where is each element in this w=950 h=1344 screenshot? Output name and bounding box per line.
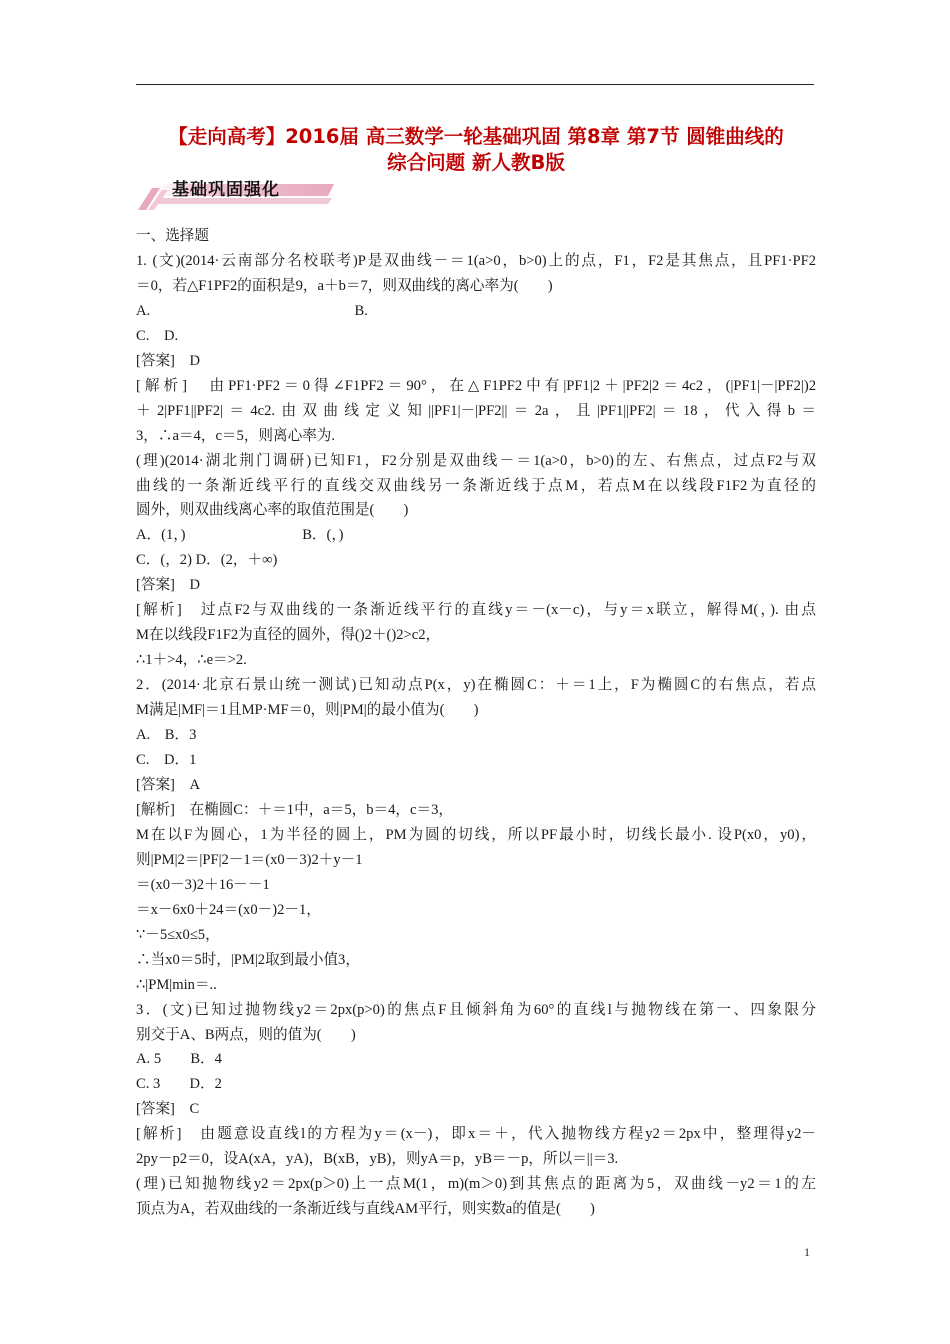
document-title (136, 124, 816, 176)
text-line: 2py－p2＝0，设A(xA，yA)，B(xB，yB)，则yA＝p，yB＝－p，所以＝||＝3. (136, 1151, 619, 1168)
text-line: ∵－5≤x0≤5， (136, 926, 220, 943)
text-line: C. D．1 (136, 752, 197, 769)
text-line: [解析] 在椭圆C：＋＝1中，a＝5，b＝4，c＝3， (136, 801, 453, 818)
page-number: 1 (804, 1245, 810, 1259)
text-line: 别交于A、B两点，则的值为( ) (136, 1026, 356, 1043)
text-line: C．(，2) D．(2，＋∞) (136, 552, 278, 569)
text-line: 顶点为A，若双曲线的一条渐近线与直线AM平行，则实数a的值是( ) (136, 1201, 595, 1218)
text-line: A. B. (136, 302, 368, 319)
text-line: 圆外，则双曲线离心率的取值范围是( ) (136, 502, 409, 519)
text-line: [解析] 由题意设直线l的方程为y＝(x－)，即x＝＋，代入抛物线方程y2＝2px中，整理得y2－ (136, 1126, 816, 1143)
text-line: M在以F为圆心，1为半径的圆上，PM为圆的切线，所以PF最小时，切线长最小. 设P(x0，y0)， (136, 826, 816, 843)
text-line: 一、选择题 (136, 228, 209, 244)
text-line: M满足|MF|＝1且MP·MF＝0，则|PM|的最小值为( ) (136, 702, 479, 719)
text-line: [解析] 过点F2与双曲线的一条渐近线平行的直线y＝－(x－c)，与y＝x联立，解得M(，). 由点 (136, 602, 816, 619)
header-rule (136, 84, 814, 85)
text-line: C. 3 D．2 (136, 1076, 222, 1093)
text-line: 曲线的一条渐近线平行的直线交双曲线另一条渐近线于点M，若点M在以线段F1F2为直径的 (136, 477, 816, 494)
text-line: ＝x－6x0＋24＝(x0－)2－1， (136, 901, 321, 918)
text-line: [答案] D (136, 577, 201, 594)
text-line: ＝(x0－3)2＋16－－1 (136, 876, 270, 893)
text-line: 3，∴a＝4，c＝5，则离心率为. (136, 427, 336, 444)
text-line: A. 5 B．4 (136, 1051, 222, 1068)
text-line: ＝0，若△F1PF2的面积是9，a＋b＝7，则双曲线的离心率为( ) (136, 277, 553, 294)
text-line: M在以线段F1F2为直径的圆外，得()2＋()2>c2， (136, 627, 441, 644)
text-line: ∴1＋>4，∴e＝>2. (136, 652, 247, 669)
text-line: 3．(文)已知过抛物线y2＝2px(p>0)的焦点F且倾斜角为60°的直线l与抛物线在第一、四象限分 (136, 1001, 816, 1018)
title-line: 【走向高考】2016届 高三数学一轮基础巩固 第8章 第7节 圆锥曲线的 (168, 125, 784, 148)
section-banner (138, 174, 338, 210)
text-line: 2．(2014·北京石景山统一测试)已知动点P(x，y)在椭圆C：＋＝1上，F为椭圆C的右焦点，若点 (136, 677, 816, 694)
text-line: ＋2|PF1||PF2|＝4c2.由双曲线定义知||PF1|－|PF2||＝2a，且|PF1||PF2|＝18，代入得b＝ (136, 402, 816, 419)
text-line: A. B．3 (136, 727, 197, 744)
text-line: A．(1，) B．(，) (136, 527, 344, 544)
text-line: ∴|PM|min＝.. (136, 976, 217, 993)
title-line: 综合问题 新人教B版 (387, 151, 565, 174)
document-body (136, 224, 816, 1222)
text-line: [答案] D (136, 352, 201, 369)
text-line: (理)已知抛物线y2＝2px(p＞0)上一点M(1，m)(m＞0)到其焦点的距离为5，双曲线－y2＝1的左 (136, 1176, 816, 1193)
text-line: [解析] 由PF1·PF2＝0得∠F1PF2＝90°，在△F1PF2中有|PF1|2＋|PF2|2＝4c2，(|PF1|－|PF2|)2 (136, 377, 816, 394)
text-line: (理)(2014·湖北荆门调研)已知F1，F2分别是双曲线－＝1(a>0，b>0)的左、右焦点，过点F2与双 (136, 452, 816, 469)
text-line: 1. (文)(2014·云南部分名校联考)P是双曲线－＝1(a>0，b>0)上的点，F1，F2是其焦点，且PF1·PF2 (136, 252, 816, 269)
text-line: [答案] A (136, 776, 201, 793)
banner-title: 基础巩固强化 (172, 180, 280, 200)
text-line: ∴当x0＝5时，|PM|2取到最小值3， (136, 951, 360, 968)
text-line: 则|PM|2＝|PF|2－1＝(x0－3)2＋y－1 (136, 851, 363, 868)
text-line: C. D. (136, 327, 179, 344)
text-line: [答案] C (136, 1101, 200, 1118)
